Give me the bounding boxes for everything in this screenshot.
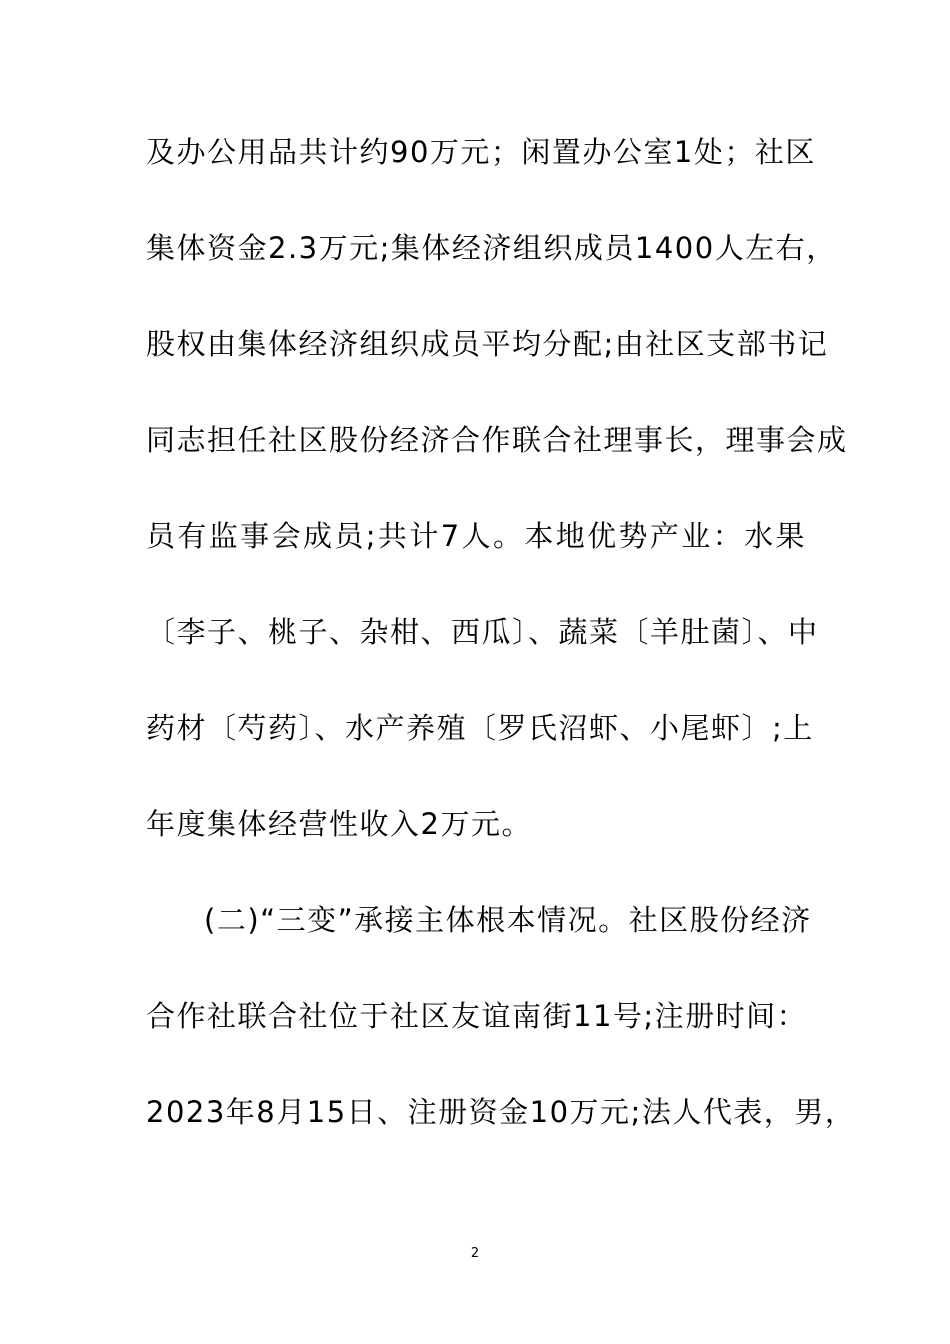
paragraph-line-2: 集体资金2.3万元;集体经济组织成员1400人左右，: [146, 231, 837, 265]
paragraph-line-5: 员有监事会成员;共计7人。本地优势产业：水果: [146, 519, 806, 553]
paragraph-line-3: 股权由集体经济组织成员平均分配;由社区支部书记: [146, 327, 829, 361]
body-text: [146, 124, 856, 1180]
paragraph-line-6: 〔李子、桃子、杂柑、西瓜〕、蔬菜〔羊肚菌〕、中: [146, 615, 819, 649]
paragraph-line-10: 合作社联合社位于社区友谊南街11号;注册时间：: [146, 999, 808, 1033]
paragraph-line-4: 同志担任社区股份经济合作联合社理事长，理事会成: [146, 423, 848, 457]
page-number: 2: [470, 1246, 480, 1261]
paragraph-line-1: 及办公用品共计约90万元；闲置办公室1处；社区: [146, 135, 816, 169]
paragraph-line-9: (二)“三变”承接主体根本情况。社区股份经济: [204, 903, 812, 937]
paragraph-line-7: 药材〔芍药〕、水产养殖〔罗氏沼虾、小尾虾〕;上: [146, 711, 814, 745]
paragraph-line-8: 年度集体经营性收入2万元。: [146, 807, 532, 841]
paragraph-line-11: 2023年8月15日、注册资金10万元;法人代表，男，: [146, 1095, 856, 1129]
